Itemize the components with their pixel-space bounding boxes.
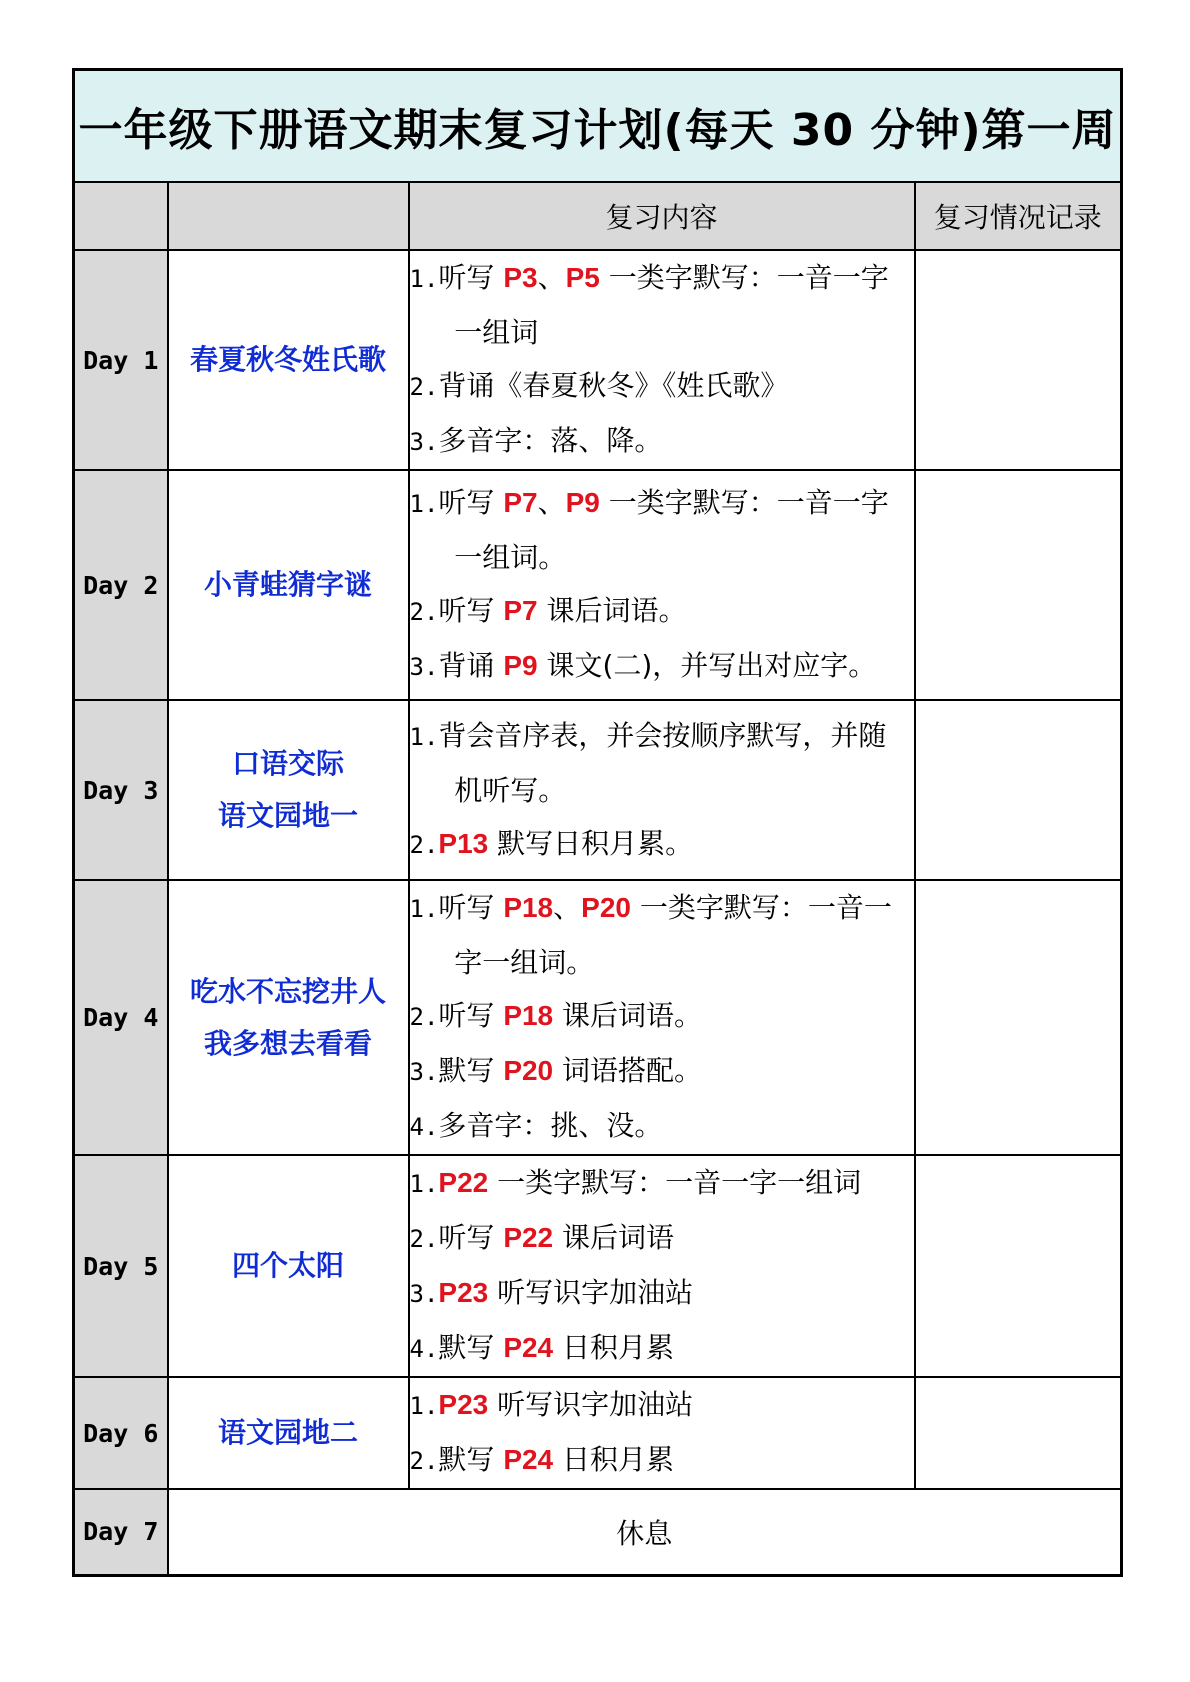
item-number: 1. (409, 1392, 439, 1420)
page-ref: P7 (503, 595, 538, 626)
day-label: Day 7 (74, 1489, 168, 1575)
day-row (74, 1377, 1122, 1489)
review-content-cell (409, 1377, 915, 1489)
item-text: 默写 (438, 1443, 504, 1476)
page-ref: P9 (565, 487, 600, 518)
item-text: 课后词语 (553, 1221, 675, 1254)
item-text: 课文(二)，并写出对应字。 (537, 649, 877, 682)
lesson-title: 语文园地一 (217, 799, 358, 832)
item-text: 、 (537, 261, 566, 294)
page-ref: P18 (503, 1000, 554, 1031)
header-content: 复习内容 (409, 182, 915, 250)
page-ref: P23 (438, 1277, 489, 1308)
page-ref: P20 (581, 892, 631, 923)
record-cell[interactable] (915, 470, 1122, 700)
rest-cell: 休息 (168, 1489, 1122, 1575)
review-item (410, 1433, 914, 1488)
item-text: 听写识字加油站 (488, 1388, 694, 1421)
day-label: Day 1 (74, 250, 168, 470)
day-row (74, 880, 1122, 1155)
item-text: 、 (537, 486, 566, 519)
item-number: 1. (409, 722, 439, 751)
page-ref: P13 (438, 827, 489, 859)
day-label: Day 6 (74, 1377, 168, 1489)
item-number: 3. (409, 653, 439, 681)
item-text: 一类字默写：一音一字一组词。 (454, 891, 892, 979)
item-text: 背会音序表，并会按顺序默写，并随机听写。 (438, 718, 887, 807)
page-ref: P23 (438, 1389, 489, 1420)
item-text: 词语搭配。 (553, 1054, 703, 1087)
page-ref: P18 (503, 892, 554, 923)
page-ref: P3 (503, 262, 538, 293)
review-item (410, 476, 914, 584)
review-content-cell (409, 880, 915, 1155)
item-number: 1. (409, 490, 439, 518)
lesson-cell (168, 250, 409, 470)
lesson-title: 我多想去看看 (203, 1026, 372, 1060)
review-item (410, 709, 914, 817)
review-item (410, 1156, 914, 1211)
lesson-cell (168, 470, 409, 700)
day-label: Day 2 (74, 470, 168, 700)
page-ref: P22 (503, 1222, 554, 1253)
record-cell[interactable] (915, 700, 1122, 880)
item-number: 4. (409, 1335, 439, 1363)
item-number: 1. (409, 895, 439, 923)
header-lesson-cell (168, 182, 409, 250)
review-item (410, 1099, 914, 1154)
item-number: 2. (409, 830, 439, 859)
review-content-cell (409, 250, 915, 470)
item-number: 2. (409, 373, 439, 401)
review-item (410, 1044, 914, 1099)
review-item (410, 989, 914, 1044)
review-item (410, 1378, 914, 1433)
page-ref: P24 (503, 1444, 554, 1475)
record-cell[interactable] (915, 1155, 1122, 1377)
item-text: 日积月累 (553, 1443, 675, 1476)
review-item (410, 1266, 914, 1321)
review-item (410, 414, 914, 469)
item-text: 默写日积月累。 (488, 826, 694, 860)
review-item (410, 881, 914, 989)
review-item (410, 639, 914, 694)
item-text: 背诵《春夏秋冬》《姓氏歌》 (438, 369, 789, 402)
item-number: 3. (409, 428, 439, 456)
day-row (74, 1155, 1122, 1377)
item-text: 一类字默写：一音一字一组词 (454, 261, 889, 349)
header-record: 复习情况记录 (915, 182, 1122, 250)
item-text: 、 (553, 891, 582, 924)
item-text: 日积月累 (553, 1331, 675, 1364)
lesson-cell (168, 1155, 409, 1377)
item-number: 2. (409, 1447, 439, 1475)
review-content-cell (409, 1155, 915, 1377)
item-text: 听写 (438, 1221, 504, 1254)
item-number: 3. (409, 1280, 439, 1308)
page-ref: P24 (503, 1332, 554, 1363)
lesson-title: 春夏秋冬姓氏歌 (189, 343, 386, 376)
item-text: 一类字默写：一音一字一组词 (488, 1166, 862, 1199)
lesson-title: 四个太阳 (231, 1249, 344, 1282)
item-text: 默写 (438, 1331, 504, 1364)
review-content-cell (409, 470, 915, 700)
item-number: 3. (409, 1058, 439, 1086)
item-text: 听写 (438, 999, 504, 1032)
page-ref: P22 (438, 1167, 489, 1198)
review-item (410, 817, 914, 872)
lesson-title: 吃水不忘挖井人 (189, 974, 386, 1008)
item-number: 2. (409, 1225, 439, 1253)
review-item (410, 584, 914, 639)
item-number: 1. (409, 1170, 439, 1198)
page-ref: P20 (503, 1055, 554, 1086)
title-row (74, 70, 1122, 183)
lesson-title: 口语交际 (231, 747, 344, 780)
day-row (74, 1489, 1122, 1575)
item-text: 听写 (438, 486, 504, 519)
lesson-cell (168, 700, 409, 880)
day-label: Day 5 (74, 1155, 168, 1377)
item-text: 多音字：挑、没。 (438, 1109, 663, 1142)
item-text: 课后词语。 (553, 999, 703, 1032)
review-item (410, 359, 914, 414)
item-number: 2. (409, 598, 439, 626)
review-plan-table (72, 68, 1123, 1577)
record-cell[interactable] (915, 250, 1122, 470)
day-label: Day 4 (74, 880, 168, 1155)
day-row (74, 470, 1122, 700)
lesson-cell (168, 880, 409, 1155)
review-item (410, 1321, 914, 1376)
item-text: 听写识字加油站 (488, 1276, 694, 1309)
day-row (74, 250, 1122, 470)
lesson-title: 小青蛙猜字谜 (203, 568, 372, 601)
lesson-cell (168, 1377, 409, 1489)
record-cell[interactable] (915, 1377, 1122, 1489)
item-text: 课后词语。 (537, 594, 687, 627)
header-row (74, 182, 1122, 250)
item-text: 听写 (438, 261, 504, 294)
item-text: 听写 (438, 891, 504, 924)
page-ref: P7 (503, 487, 538, 518)
day-row (74, 700, 1122, 880)
day-label: Day 3 (74, 700, 168, 880)
review-item (410, 251, 914, 359)
header-day-cell (74, 182, 168, 250)
item-text: 背诵 (438, 649, 504, 682)
item-text: 一类字默写：一音一字一组词。 (454, 486, 889, 574)
item-number: 4. (409, 1113, 439, 1141)
item-number: 1. (409, 265, 439, 293)
item-number: 2. (409, 1003, 439, 1031)
review-content-cell (409, 700, 915, 880)
item-text: 听写 (438, 594, 504, 627)
item-text: 默写 (438, 1054, 504, 1087)
record-cell[interactable] (915, 880, 1122, 1155)
page-ref: P5 (565, 262, 600, 293)
item-text: 多音字：落、降。 (438, 424, 663, 457)
lesson-title: 语文园地二 (217, 1416, 358, 1449)
review-item (410, 1211, 914, 1266)
page-ref: P9 (503, 650, 538, 681)
page-title: 一年级下册语文期末复习计划(每天 30 分钟)第一周 (74, 70, 1122, 183)
